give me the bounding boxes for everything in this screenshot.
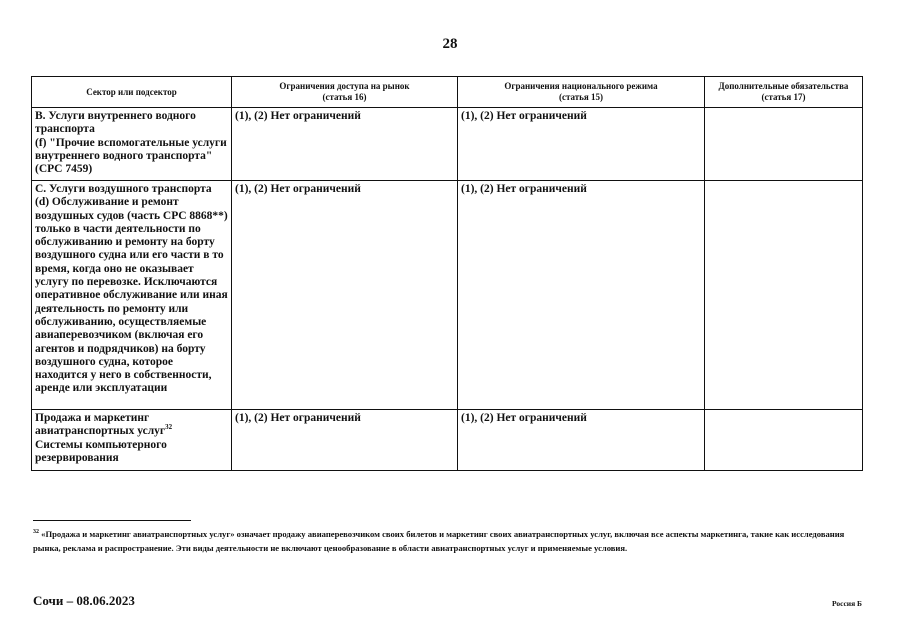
header-additional-title: Дополнительные обязательства (718, 81, 849, 91)
sector-cell (32, 108, 232, 181)
sector-title: B. Услуги внутреннего водного транспорта (35, 110, 196, 136)
footnote (33, 528, 863, 555)
footnote-divider (33, 520, 191, 521)
header-market-access (232, 77, 458, 108)
header-national-treatment (458, 77, 705, 108)
sector-cell (32, 410, 232, 471)
header-national-article: (статья 15) (558, 92, 604, 102)
market-access-cell: (1), (2) Нет ограничений (232, 108, 458, 181)
footer-place-date: Сочи – 08.06.2023 (33, 593, 135, 608)
market-access-cell: (1), (2) Нет ограничений (232, 410, 458, 471)
page-number: 28 (442, 36, 458, 52)
header-sector (32, 77, 232, 108)
national-treatment-cell: (1), (2) Нет ограничений (458, 181, 705, 410)
footnote-text: «Продажа и маркетинг авиатранспортных услуг» означает продажу авиаперевозчиком своих билетов и маркетинг своих авиатранспортных услуг, включая все аспекты маркетинга, такие как исследования рынка, реклама и распространение. Эти виды деятельности не включают ценообразование в области авиатранспортных услуг и применяемые условия. (33, 529, 845, 553)
sector-detail: Системы компьютерного резервирования (35, 438, 167, 464)
sector-title: Продажа и маркетинг авиатранспортных услуг (35, 412, 166, 438)
header-market-access-title: Ограничения доступа на рынок (279, 81, 410, 91)
additional-commitments-cell (705, 181, 863, 410)
header-market-access-article: (статья 16) (322, 92, 367, 102)
national-treatment-cell: (1), (2) Нет ограничений (458, 410, 705, 471)
sector-title: C. Услуги воздушного транспорта (35, 183, 212, 195)
commitments-table (31, 76, 863, 471)
table-row (32, 108, 863, 181)
footnote-reference: 32 (165, 423, 173, 432)
table-row (32, 410, 863, 471)
footer-country: Россия Б (831, 599, 862, 608)
table-row (32, 181, 863, 410)
sector-detail: (f) "Прочие вспомогательные услуги внутреннего водного транспорта" (CPC 7459) (35, 136, 227, 176)
national-treatment-cell: (1), (2) Нет ограничений (458, 108, 705, 181)
sector-cell (32, 181, 232, 410)
header-national-title: Ограничения национального режима (504, 81, 658, 91)
additional-commitments-cell (705, 108, 863, 181)
table-header-row (32, 77, 863, 108)
market-access-cell: (1), (2) Нет ограничений (232, 181, 458, 410)
sector-detail: (d) Обслуживание и ремонт воздушных судов (часть CPC 8868**) только в части деятельности по обслуживанию и ремонту на борту воздушного судна или его части в то время, когда оно не оказывает услугу по перевозке. Исключаются оперативное обслуживание или иная деятельность по ремонту или обслуживанию, осуществляемые авиаперевозчиком (включая его агентов и подрядчиков) на борту воздушного судна, которое находится у него в собственности, аренде или эксплуатации (35, 196, 228, 395)
additional-commitments-cell (705, 410, 863, 471)
header-additional-commitments (705, 77, 863, 108)
footnote-mark: 32 (33, 529, 39, 536)
header-sector-label: Сектор или подсектор (86, 86, 177, 97)
header-additional-article: (статья 17) (761, 92, 806, 102)
